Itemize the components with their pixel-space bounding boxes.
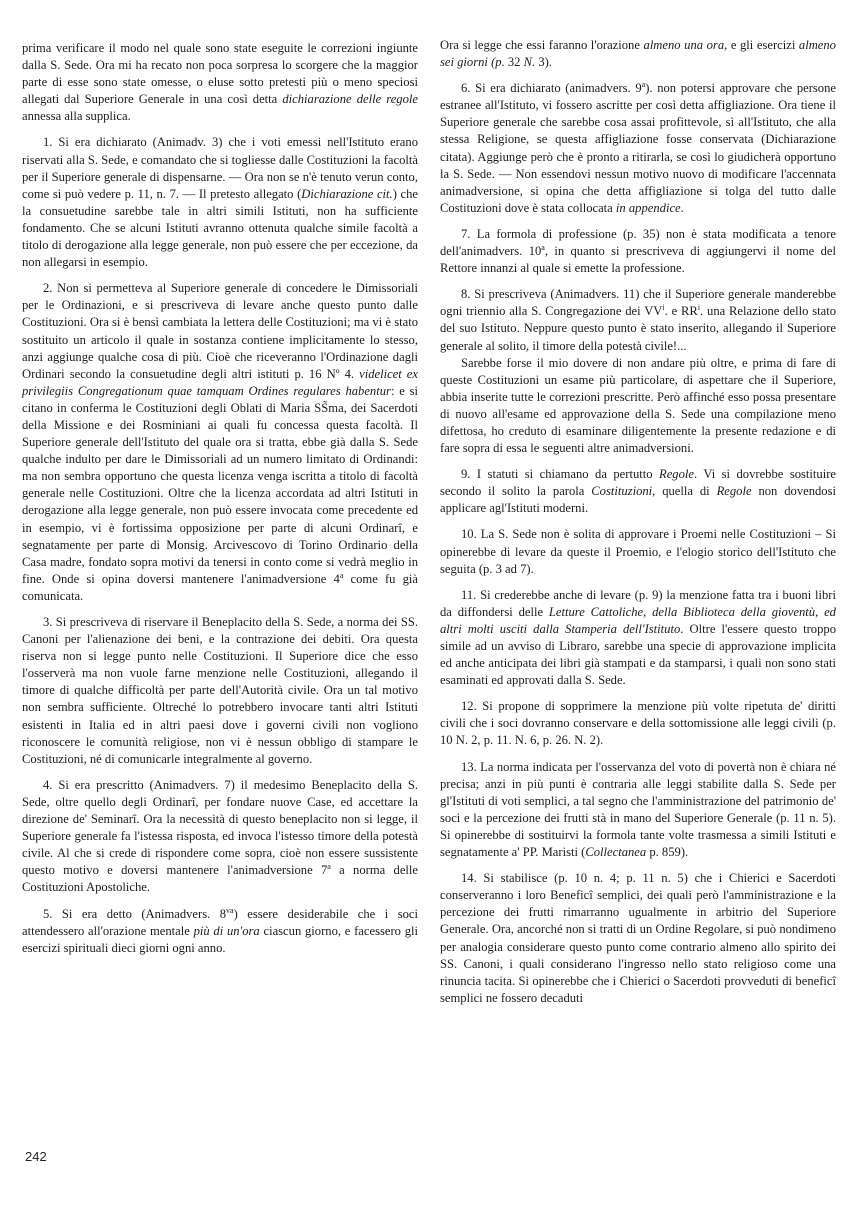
superscript: a xyxy=(327,862,331,872)
paragraph-11: 11. Si crederebbe anche di levare (p. 9) la menzione fatta tra i buoni libri da diffondersi delle Letture Cattoliche, della Biblioteca della gioventù, ed altri molti usciti dalla Stamperia dell'Istituto. Oltre l'essere questo troppo simile ad un avviso di Libraro, sarebbe una specie di approvazione implicita ed anche anticipata dei libri già stampati e da stamparsi, i quali non sono stati esaminati ed approvati dalla S. Sede. xyxy=(440,587,836,688)
italic-phrase: in appendice xyxy=(615,200,681,215)
paragraph-9: 9. I statuti si chiamano da pertutto Regole. Vi si dovrebbe sostituire secondo il solito la parola Costituzioni, quella di Regole non dovendosi applicare agl'Istituti moderni. xyxy=(440,467,836,516)
superscript: va xyxy=(226,905,234,915)
italic-phrase: Dichiarazione cit. xyxy=(301,186,393,201)
italic-phrase: più di un'ora xyxy=(193,923,260,938)
superscript: a xyxy=(541,242,545,252)
italic-phrase: almeno una ora xyxy=(643,38,725,52)
page-number: 242 xyxy=(25,1149,47,1164)
paragraph-4: 4. Si era prescritto (Animadvers. 7) il medesimo Beneplacito della S. Sede, oltre quello degli Ordinarî, per fondare nuove Case, ed accettare la direzione de' Seminarî. Ora la necessità di questo beneplacito non si legge, il Superiore generale fa l'istessa risposta, ed invoca l'istesso timore della potestà civile. Al che si crede di rispondere come sopra, cioè non essere sussistente questo motivo e doversi mantenere l'animadversione 7$^a$ a norma delle Costituzioni Apostoliche. xyxy=(22,777,419,895)
superscript: i xyxy=(697,303,701,313)
right-column xyxy=(440,37,836,1016)
paragraph-14: 14. Si stabilisce (p. 10 n. 4; p. 11 n. 5) che i Chierici e Sacerdoti conserveranno i loro Beneficî semplici, dei quali però l'amministrazione e la percezione dei frutti rimarranno ugualmente in arbitrio del Superiore Generale. Ora, ancorché non si tratti di un Ordine Regolare, si può nondimeno per analogia considerare questo punto come contrario almeno allo spirito dei SS. Canoni, i quali considerano l'ingresso nello stato religioso come una rinuncia tacita. Si opinerebbe che i Chierici o Sacerdoti provveduti di beneficî semplici ne fossero decaduti xyxy=(440,871,836,1005)
paragraph-8-continuation: Sarebbe forse il mio dovere di non andare più oltre, e prima di fare di queste Costituzioni un esame più particolare, di aspettare che il Superiore, abbia inserite tutte le correzioni prescritte. Però affinché esso possa presentare di nuovo all'esame ed approvazione della S. Sede una compilazione meno difettosa, ho creduto di esaminare diligentemente la presente redazione e di fare sopra di essa le seguenti altre animadversioni. xyxy=(440,355,836,456)
italic-phrase: Letture Cattoliche, della Biblioteca della gioventù, ed altri molti usciti dalla Stamperia dell'Istituto xyxy=(440,604,836,636)
italic-phrase: Costituzioni xyxy=(591,484,653,499)
paragraph-10: 10. La S. Sede non è solita di approvare i Proemi nelle Costituzioni – Si opinerebbe di levare da queste il Proemio, e l'elogio storico dell'Istituto che seguita (p. 3 ad 7). xyxy=(440,527,836,576)
paragraph-7: 7. La formola di professione (p. 35) non è stata modificata a tenore dell'animadvers. 10$^a$, in quanto si prescriveva di aggiungervi il nome del Rettore innanzi al quale si emette la professione. xyxy=(440,226,836,276)
superscript: a xyxy=(339,570,344,580)
paragraph-6: 6. Si era dichiarato (animadvers. 9$^a$). non potersi approvare che persone estranee all'Istituto, vi fossero ascritte per così detta affigliazione. Ora tiene il Superiore generale che sarebbe cosa assai profittevole, sì all'Istituto, che alla stessa Religione, se questa affigliazione fosse conservata (Dichiarazione citata). Aggiunge però che è pronto a ritirarla, se così lo giudicherà opportuno la S. Sede. — Non essendovi nessun motivo nuovo di modificare l'accennata animadversione, si opina che detta affigliazione si tolga del tutto dalle Costituzioni dove è stata collocata in appendice. xyxy=(440,80,836,215)
paragraph-1: 1. Si era dichiarato (Animadv. 3) che i voti emessi nell'Istituto erano riservati alla S. Sede, e comandato che si togliesse dalle Costituzioni la facoltà per il Superiore generale di dispensarne. — Ora non se n'è tenuto verun conto, come si può vedere p. 11, n. 7. — Il pretesto allegato (Dichiarazione cit.) che la consuetudine sarebbe tale in altri simili Istituti, non ha sufficiente fondamento. Che se alcuni Istituti avranno ottenuta qualche simile facoltà a titolo di derogazione alla legge generale, non può essere che per eccezione, da non allegarsi in esempio. xyxy=(22,135,418,270)
italic-phrase: Collectanea xyxy=(585,845,647,860)
paragraph-5: 5. Si era detto (Animadvers. $8^{va}$) essere desiderabile che i soci attendessero all'orazione mentale più di un'ora ciascun giorno, e facessero gli esercizi spirituali dieci giorni ogni anno. xyxy=(22,905,418,955)
superscript: i xyxy=(662,303,665,313)
paragraph-13: 13. La norma indicata per l'osservanza del voto di povertà non è chiara né precisa; anzi in più punti è contraria alle leggi stabilite dalla S. Sede per gl'Istituti di voti semplici, a tal segno che l'amministrazione del patrimonio de' soci e la percezione dei frutti stà in mano del Superiore Generale (p. 11 n. 5). Si opinerebbe di sostituirvi la formola tante volte trasmessa a simili Istituti e segnatamente a' PP. Maristi (Collectanea p. 859). xyxy=(440,759,836,860)
italic-phrase: N. xyxy=(523,55,536,70)
italic-phrase: dichiarazione delle regole xyxy=(282,92,418,107)
paragraph-intro: prima verificare il modo nel quale sono state eseguite le correzioni ingiunte dalla S. Sede. Ora mi ha recato non poca sorpresa lo scorgere che la maggior parte di esse sono state omesse, o eluse sotto pretesti più o meno speciosi allegati dal Superiore Generale in una così detta dichiarazione delle regole annessa alla supplica. xyxy=(22,41,418,124)
paragraph-2: 2. Non si permetteva al Superiore generale di concedere le Dimissoriali per le Ordinazioni, e si prescriveva di levare anche questo punto dalle Costituzioni. Ora si è bensì cambiata la lettera delle Costituzioni; ma vi è stato sostituito un articolo il quale in sostanza contiene implicitamente lo stesso, anzi aggiunge qualche cosa di più. Cioè che riceveranno l'Ordinazione dagli Ordinari secondo la consuetudine degli altri istituti p. 16 Nº 4. videlicet ex privilegiis Congregationum quae tamquam Ordines regulares habentur: e si citano in conferma le Costituzioni degli Oblati di Maria SS̃ma, dei Sacerdoti della Missione e dei Rosminiani ai quali fu concessa questa facoltà. Il Superiore generale dell'Istituto del quale ora si tratta, ebbe già dalla S. Sede qualche indulto per dare le Dimissoriali ad un numero limitato di Ordinandi: ma non sembra opportuno che questa licenza venga iscritta a titolo di facoltà generale nelle Costituzioni. Oltre che la licenza accordata ad altri Istituti in derogazione alla legge generale, non può essere invocata come precedente ed in esempio, vi è fortissima opposizione per parte di alcuni Ordinarî, e segnatamente per parte di Monsig. Arcivescovo di Torino Ordinario della Casa madre, fondato sopra motivi da tenersi in conto come si vedrà meglio in fine. Onde si opina doversi mantenere l'animadversione 4$^a$ come fu già comunicata. xyxy=(22,281,418,603)
superscript: a xyxy=(641,80,646,89)
italic-phrase: almeno sei giorni (p. xyxy=(440,38,836,70)
italic-phrase: Regole xyxy=(659,467,694,482)
paragraph-3: 3. Si prescriveva di riservare il Beneplacito della S. Sede, a norma dei SS. Canoni per l'alienazione dei beni, e la contrazione dei debiti. Ora questa riserva non si legge punto nelle Costituzioni. Il Superiore dice che esso l'osserverà ma non vuole farne menzione nelle Costituzioni, allegando il timore di qualche difficoltà per parte dell'Autorità civile. Ora un tal motivo non sembra sufficiente. Oltreché lo potrebbero invocare tanti altri Istituti esistenti in Italia ed in altri paesi dove i governi civili non vogliono riconoscere le comunità religiose, non vi è nessun obbligo di stampare le Costituzioni, né di comunicarle integralmente al governo. xyxy=(22,615,418,766)
paragraph-5-continued: Ora si legge che essi faranno l'orazione almeno una ora, e gli esercizi almeno sei giorni (p. 32 N. 3). xyxy=(440,38,836,70)
paragraph-12: 12. Si propone di sopprimere la menzione più volte ripetuta de' diritti civili che i soci dovranno conservare e della sottomissione alle leggi civili (p. 10 N. 2, p. 11. N. 6, p. 26. N. 2). xyxy=(440,699,836,748)
italic-phrase: Regole xyxy=(716,484,752,499)
italic-phrase: videlicet ex privilegiis Congregationum quae tamquam Ordines regulares habentur xyxy=(22,366,418,398)
paragraph-8: 8. Si prescriveva (Animadvers. 11) che il Superiore generale manderebbe ogni triennio alla S. Congregazione dei $VV^i$. e $RR^i$. una Relazione dello stato del suo Istituto. Neppure questo punto è stato inserito, allegando il Superiore generale al solito, il timore della potestà civile!... xyxy=(440,287,836,353)
left-column xyxy=(22,40,418,966)
